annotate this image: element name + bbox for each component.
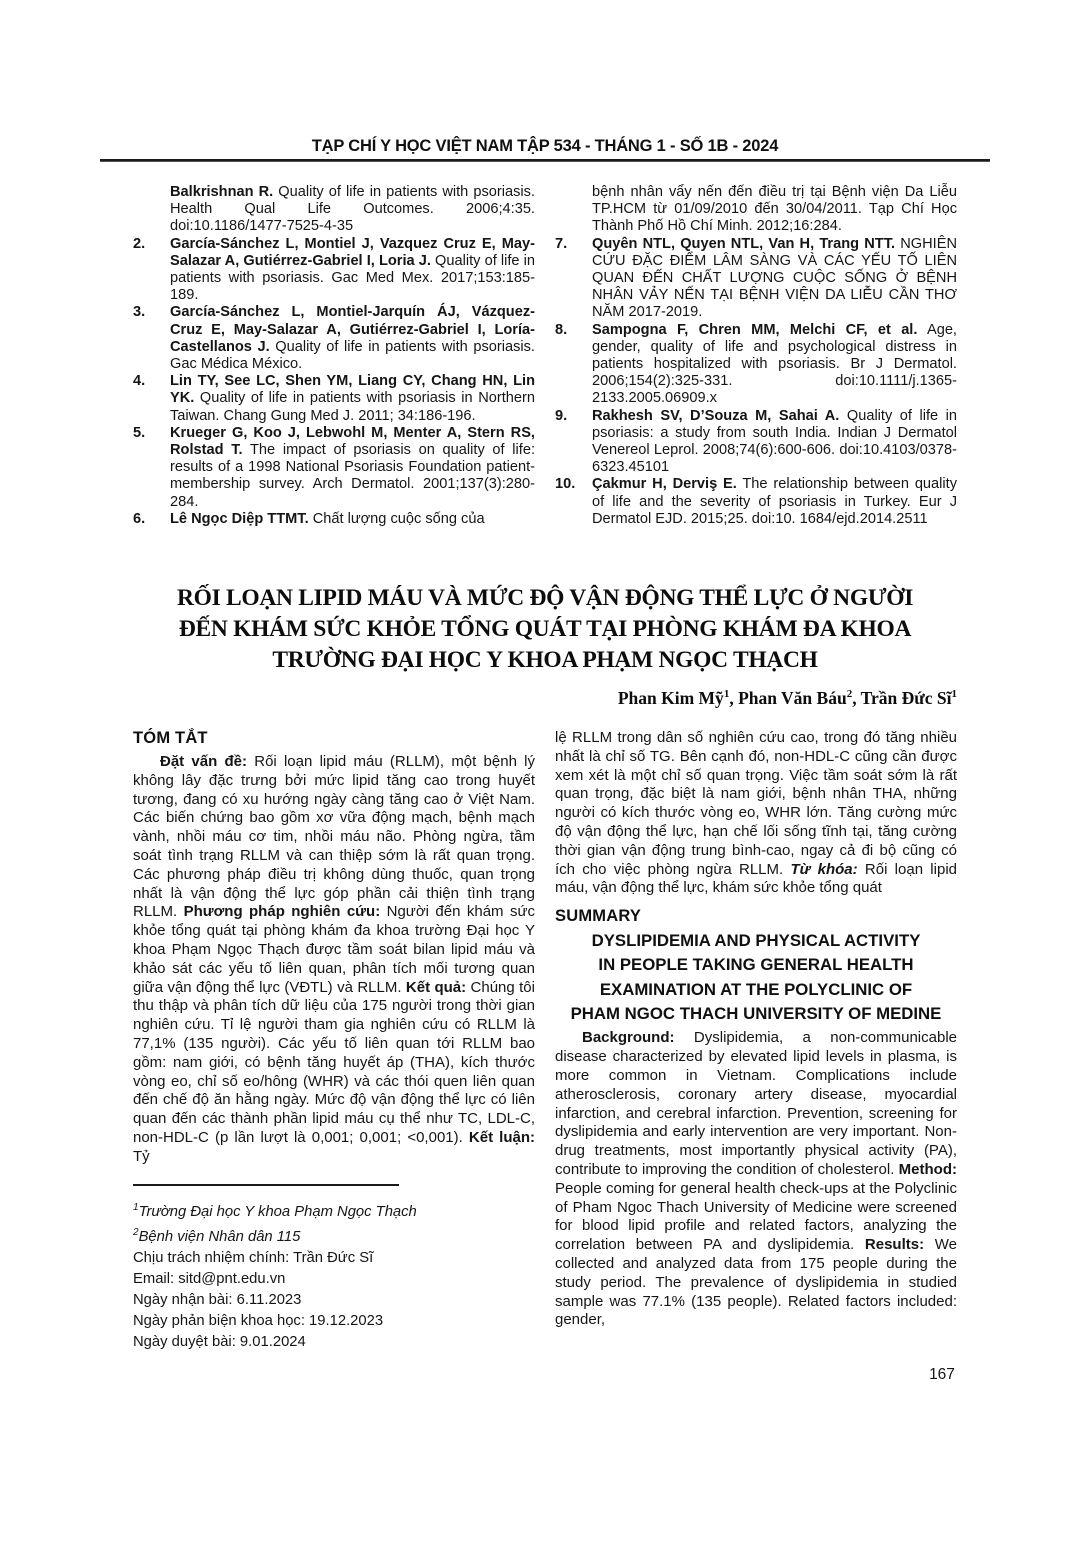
reference-number: 6. (133, 510, 146, 527)
abstract-heading: TÓM TẮT (133, 729, 208, 747)
reference-item (133, 236, 535, 305)
summary-label: Results: (864, 1236, 925, 1254)
references-section (133, 184, 957, 528)
reference-item (555, 408, 957, 477)
footnote-reviewed-date: Ngày phản biện khoa học: 19.12.2023 (133, 1313, 384, 1330)
article-title-line: TRƯỜNG ĐẠI HỌC Y KHOA PHẠM NGỌC THẠCH (272, 647, 818, 673)
author-affiliation-marker: 1 (723, 688, 730, 701)
reference-text: Quality of life in patients with psoriasis. Health Qual Life Outcomes. 2006;4:35. doi:10.1186/1477-7525-4-35 (170, 184, 535, 235)
footnote-received-date: Ngày nhận bài: 6.11.2023 (133, 1292, 302, 1309)
summary-heading: SUMMARY (555, 907, 642, 926)
abstract-label: Đặt vấn đề: (160, 753, 247, 770)
footnote-accepted-date: Ngày duyệt bài: 9.01.2024 (133, 1334, 306, 1351)
reference-authors: García-Sánchez L, Montiel-Jarquín ÁJ, Vázquez-Cruz E, May-Salazar A, Gutiérrez-Gabriel I, Loría-Castellanos J. (170, 304, 535, 355)
abstract-label: Kết luận: (468, 1128, 535, 1146)
references-right-column (555, 184, 957, 528)
reference-authors: Balkrishnan R. (170, 184, 274, 200)
reference-text: Chất lượng cuộc sống của (308, 510, 485, 527)
reference-authors: Sampogna F, Chren MM, Melchi CF, et al. (592, 321, 918, 338)
references-left-column (133, 184, 535, 528)
keywords-label: Từ khóa: (790, 860, 858, 878)
summary-title-line: EXAMINATION AT THE POLYCLINIC OF (599, 979, 913, 999)
reference-text: Quality of life in patients with psoriasis. Gac Med Mex. 2017;153:185-189. (170, 252, 535, 304)
journal-header: TẠP CHÍ Y HỌC VIỆT NAM TẬP 534 - THÁNG 1 - SỐ 1B - 2024 (311, 137, 779, 155)
summary-title (555, 929, 957, 1026)
reference-item (133, 373, 535, 425)
article-title-line: ĐẾN KHÁM SỨC KHỎE TỔNG QUÁT TẠI PHÒNG KHÁM ĐA KHOA (178, 616, 912, 642)
summary-title-line: DYSLIPIDEMIA AND PHYSICAL ACTIVITY (591, 931, 921, 951)
reference-text: Quality of life in patients with psoriasis. Gac Médica México. (170, 338, 535, 373)
author-name: , Trần Đức $Sĩ^1$ (852, 688, 957, 708)
reference-text: The impact of psoriasis on quality of life: results of a 1998 National Psoriasis Foundation patient-membership survey. Arch Dermatol. 2001;137(3):280-284. (170, 442, 536, 510)
reference-number: 2. (133, 235, 146, 252)
reference-text: Quality of life in psoriasis: a study from south India. Indian J Dermatol Venereol Leprol. 2008;74(6):600-606. doi:10.4103/0378-6323.45101 (592, 407, 957, 476)
reference-authors: García-Sánchez L, Montiel J, Vazquez Cruz E, May-Salazar A, Gutiérrez-Gabriel I, Loria J. (170, 235, 535, 269)
reference-text: Age, gender, quality of life and psychological distress in patients hospitalized with psoriasis. Br J Dermatol. 2006;154(2):325-331. doi:10.1111/j.1365-2133.2005.06909.x (592, 321, 957, 407)
reference-item (555, 236, 957, 322)
summary-title-line: IN PEOPLE TAKING GENERAL HEALTH (598, 955, 914, 975)
author-affiliation-marker: 1 (951, 688, 957, 701)
footnote-affiliation: $^2$Bệnh viện Nhân dân 115 (133, 1227, 301, 1246)
footnote-corresponding-author: Chịu trách nhiệm chính: Trần Đức Sĩ (133, 1250, 374, 1267)
reference-number: 8. (555, 321, 568, 338)
authors-line (133, 688, 957, 709)
reference-authors: Rakhesh SV, D’Souza M, Sahai A. (592, 407, 840, 424)
author-affiliation-marker: 2 (846, 688, 853, 701)
reference-text: The relationship between quality of life and the severity of psoriasis in Turkey. Eur J Dermatol EJD. 2015;25. doi:10. 1684/ejd.2014.2511 (592, 476, 957, 527)
reference-item (555, 184, 957, 236)
reference-item (133, 304, 535, 373)
author-name: , Phan Văn Báu$^2$ (729, 688, 853, 708)
reference-number: 4. (133, 373, 146, 390)
reference-authors: Krueger G, Koo J, Lebwohl M, Menter A, Stern RS, Rolstad T. (170, 424, 535, 459)
summary-label: Method: (898, 1160, 957, 1178)
reference-text: Quality of life in patients with psoriasis in Northern Taiwan. Chang Gung Med J. 2011; 34:186-196. (170, 390, 535, 424)
abstract-continuation-paragraph: lệ RLLM trong dân số nghiên cứu cao, trong đó tăng nhiều nhất là chỉ số TG. Bên cạnh đó, non-HDL-C cũng cần được xem xét là một chỉ số quan trọng. Việc tầm soát sớm là rất quan trọng, đặc biệt là nam giới, bệnh nhân THA, những người có kích thước vòng eo, WHR lớn. Tăng cường mức độ vận động thể lực, hạn chế lối sống tĩnh tại, tăng cường thời gian vận động trung bình-cao, ngay cả đi bộ cũng có ích cho việc phòng ngừa RLLM. Từ khóa: Rối loạn lipid máu, vận động thể lực, khám sức khỏe tổng quát (555, 729, 957, 897)
article-title-line: RỐI LOẠN LIPID MÁU VÀ MỨC ĐỘ VẬN ĐỘNG THỂ LỰC Ở NGƯỜI (176, 585, 914, 611)
reference-number: 3. (133, 304, 146, 321)
reference-item (555, 322, 957, 408)
reference-number: 9. (555, 407, 568, 424)
reference-number: 10. (555, 476, 576, 493)
abstract-paragraph: Đặt vấn đề: Rối loạn lipid máu (RLLM), một bệnh lý không lây đặc trưng bởi mức lipid tăng cao trong huyết tương, đang có xu hướng ngày càng tăng cao ở Việt Nam. Các biến chứng bao gồm xơ vữa động mạch, bệnh mạch vành, nhồi máu cơ tim, nhồi máu não. Phòng ngừa, tầm soát tình trạng RLLM và can thiệp sớm là rất quan trọng. Các phương pháp điều trị không dùng thuốc, quan trọng nhất là vận động thể lực góp phần cải thiện tình trạng RLLM. Phương pháp nghiên cứu: Người đến khám sức khỏe tổng quát tại phòng khám đa khoa trường Đại học Y khoa Phạm Ngọc Thạch được tầm soát bilan lipid máu và khảo sát các yếu tố liên quan, phân tích mối tương quan giữa vận động thể lực (VĐTL) và RLLM. Kết quả: Chúng tôi thu thập và phân tích dữ liệu của 175 người trong thời gian nghiên cứu. Tỉ lệ người tham gia nghiên cứu có RLLM là 77,1% (135 người). Các yếu tố liên quan tới RLLM bao gồm: nam giới, có bệnh tăng huyết áp (THA), kích thước vòng eo, chỉ số eo/hông (WHR) và các thói quen liên quan đến chế độ ăn hằng ngày. Mức độ vận động thể lực có liên quan đến các thành phần lipid máu cụ thể như TC, LDL-C, non-HDL-C (p lần lượt là 0,001; 0,001; <0,001). Kết luận: Tỷ (133, 753, 535, 1165)
abstract-label: Kết quả: (405, 978, 467, 996)
abstract-section (133, 729, 957, 1353)
author-name: Phan Kim Mỹ$^1$ (617, 688, 730, 708)
reference-authors: Quyên NTL, Quyen NTL, Van H, Trang NTT. (592, 235, 896, 252)
reference-number: 7. (555, 235, 568, 252)
reference-item (133, 184, 535, 236)
reference-authors: Lin TY, See LC, Shen YM, Liang CY, Chang HN, Lin YK. (170, 373, 535, 407)
reference-item (133, 511, 535, 528)
article-title (0, 583, 1090, 676)
reference-number: 5. (133, 424, 146, 441)
summary-label: Background: (582, 1029, 675, 1047)
abstract-right-column (555, 729, 957, 1353)
reference-authors: Çakmur H, Derviş E. (592, 476, 737, 493)
reference-item (133, 425, 535, 511)
footnote-divider (133, 1184, 399, 1186)
abstract-label: Phương pháp nghiên cứu: (183, 903, 381, 921)
reference-text: bệnh nhân vẩy nến đến điều trị tại Bệnh viện Da Liễu TP.HCM từ 01/09/2010 đến 30/04/2011. Tạp Chí Học Thành Phố Hồ Chí Minh. 2012;16:284. (592, 184, 957, 235)
reference-authors: Lê Ngọc Diệp TTMT. (170, 510, 309, 527)
reference-item (555, 476, 957, 528)
reference-text: NGHIÊN CỨU ĐẶC ĐIỂM LÂM SÀNG VÀ CÁC YẾU TỐ LIÊN QUAN ĐẾN CHẤT LƯỢNG CUỘC SỐNG Ở BỆNH NHÂN VẢY NẾN TẠI BỆNH VIỆN DA LIỄU CẦN THƠ NĂM 2017-2019. (592, 235, 957, 321)
summary-paragraph: Background: Dyslipidemia, a non-communicable disease characterized by elevated lipid levels in plasma, is more common in Vietnam. Complications include atherosclerosis, coronary artery disease, myocardial infarction, and cerebral infarction. Prevention, screening for dyslipidemia and early intervention are very important. Non-drug treatments, most importantly physical activity (PA), contribute to improving the condition of cholesterol. Method: People coming for general health check-ups at the Polyclinic of Pham Ngoc Thach University of Medicine were screened for blood lipid profile and related factors, analyzing the correlation between PA and dyslipidemia. Results: We collected and analyzed data from 175 people during the study period. The prevalence of dyslipidemia in studied sample was 77.1% (135 people). Related factors included: gender, (555, 1029, 957, 1329)
header-divider (100, 159, 990, 162)
summary-title-line: PHAM NGOC THACH UNIVERSITY OF MEDINE (570, 1004, 942, 1024)
footnote-email: Email: sitd@pnt.edu.vn (133, 1271, 286, 1288)
footnote-affiliation: $^1$Trường Đại học Y khoa Phạm Ngọc Thạch (133, 1201, 417, 1220)
page-number: 167 (929, 1366, 955, 1383)
abstract-left-column (133, 729, 535, 1353)
